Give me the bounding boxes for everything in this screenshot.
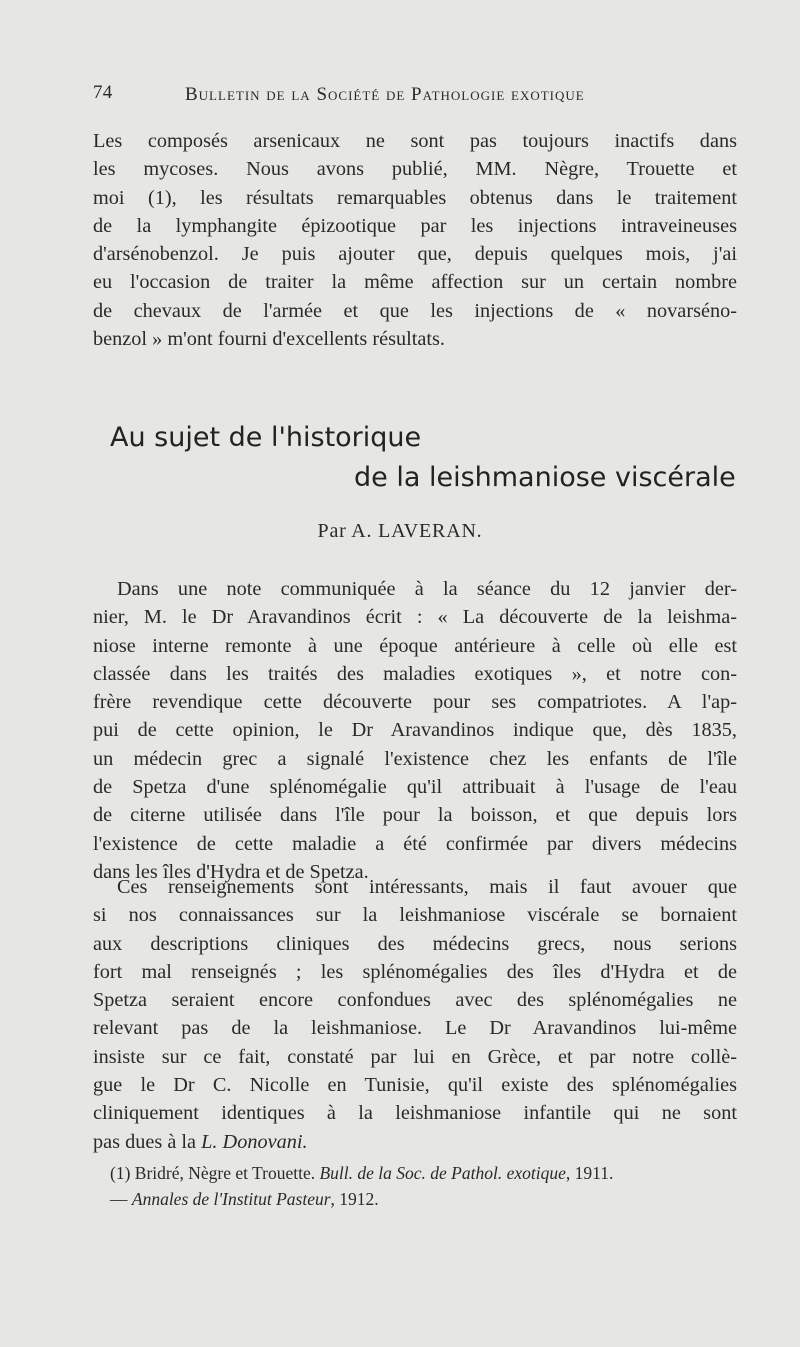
text-line: d'arsénobenzol. Je puis ajouter que, depuis quelques mois, j'ai: [93, 243, 737, 266]
text-line: Dans une note communiquée à la séance du 12 janvier der-: [117, 578, 737, 600]
text-line: insiste sur ce fait, constaté par lui en Grèce, et par notre collè-: [93, 1045, 737, 1068]
text-line: de chevaux de l'armée et que les injections de « novarséno-: [93, 299, 737, 322]
footnote-journal-2: Annales de l'Institut Pasteur: [131, 1189, 331, 1209]
text-line: aux descriptions cliniques des médecins grecs, nous serions: [93, 932, 737, 955]
text-line: les mycoses. Nous avons publié, MM. Nègre, Trouette et: [93, 158, 737, 181]
article-title-line-1: Au sujet de l'historique: [110, 422, 422, 453]
text-line: un médecin grec a signalé l'existence chez les enfants de l'île: [93, 747, 737, 770]
footnote-journal: Bull. de la Soc. de Pathol. exotique: [319, 1163, 566, 1183]
text-line: si nos connaissances sur la leishmaniose viscérale se bornaient: [93, 904, 737, 927]
text-line: dans les îles d'Hydra et de Spetza.: [93, 860, 369, 883]
footnote-dash: —: [110, 1189, 132, 1209]
footnote-line-2: [110, 1186, 738, 1212]
text-line: de la lymphangite épizootique par les injections intraveineuses: [93, 214, 737, 237]
footnote-authors: (1) Bridré, Nègre et Trouette.: [110, 1163, 320, 1183]
text-line: Les composés arsenicaux ne sont pas toujours inactifs dans: [93, 130, 737, 152]
text-line: de Spetza d'une splénomégalie qu'il attribuait à l'usage de l'eau: [93, 776, 737, 799]
text-line: [93, 1128, 737, 1156]
text-line: relevant pas de la leishmaniose. Le Dr Aravandinos lui-même: [93, 1017, 737, 1040]
text-line: Spetza seraient encore confondues avec des splénomégalies ne: [93, 989, 737, 1012]
text-line: nier, M. le Dr Aravandinos écrit : « La découverte de la leishma-: [93, 606, 737, 629]
text-line: Ces renseignements sont intéressants, mais il faut avouer que: [117, 876, 737, 898]
text-line: l'existence de cette maladie a été confirmée par divers médecins: [93, 832, 737, 855]
text-line: classée dans les traités des maladies exotiques », et notre con-: [93, 662, 737, 685]
text-line: niose interne remonte à une époque antérieure à celle où elle est: [93, 634, 737, 657]
footnote-year: , 1911.: [565, 1163, 614, 1183]
intro-paragraph: [93, 127, 737, 353]
text-line: benzol » m'ont fourni d'excellents résultats.: [93, 328, 446, 351]
text-line: de citerne utilisée dans l'île pour la boisson, et que depuis lors: [93, 804, 737, 827]
text-line: fort mal renseignés ; les splénomégalies des îles d'Hydra et de: [93, 960, 737, 983]
page-number: 74: [93, 82, 113, 103]
text-line: eu l'occasion de traiter la même affection sur un certain nombre: [93, 271, 737, 294]
footnote: [110, 1160, 738, 1212]
body-paragraph-2: [93, 873, 737, 1156]
species-name: L. Donovani.: [201, 1130, 308, 1153]
text-fragment: pas dues à la: [93, 1130, 202, 1153]
text-line: cliniquement identiques à la leishmaniose infantile qui ne sont: [93, 1102, 737, 1125]
text-line: gue le Dr C. Nicolle en Tunisie, qu'il existe des splénomégalies: [93, 1074, 737, 1097]
footnote-year-2: , 1912.: [330, 1189, 379, 1209]
text-line: pui de cette opinion, le Dr Aravandinos indique que, dès 1835,: [93, 719, 737, 742]
article-title: [110, 418, 750, 498]
article-byline: Par A. LAVERAN.: [317, 520, 483, 542]
footnote-line-1: [110, 1160, 738, 1186]
running-title: Bulletin de la Société de Pathologie exotique: [185, 84, 585, 105]
body-paragraph-1: [93, 575, 737, 886]
text-line: frère revendique cette découverte pour ses compatriotes. A l'ap-: [93, 691, 737, 714]
text-line: moi (1), les résultats remarquables obtenus dans le traitement: [93, 186, 737, 209]
article-title-line-2: de la leishmaniose viscérale: [354, 462, 736, 493]
